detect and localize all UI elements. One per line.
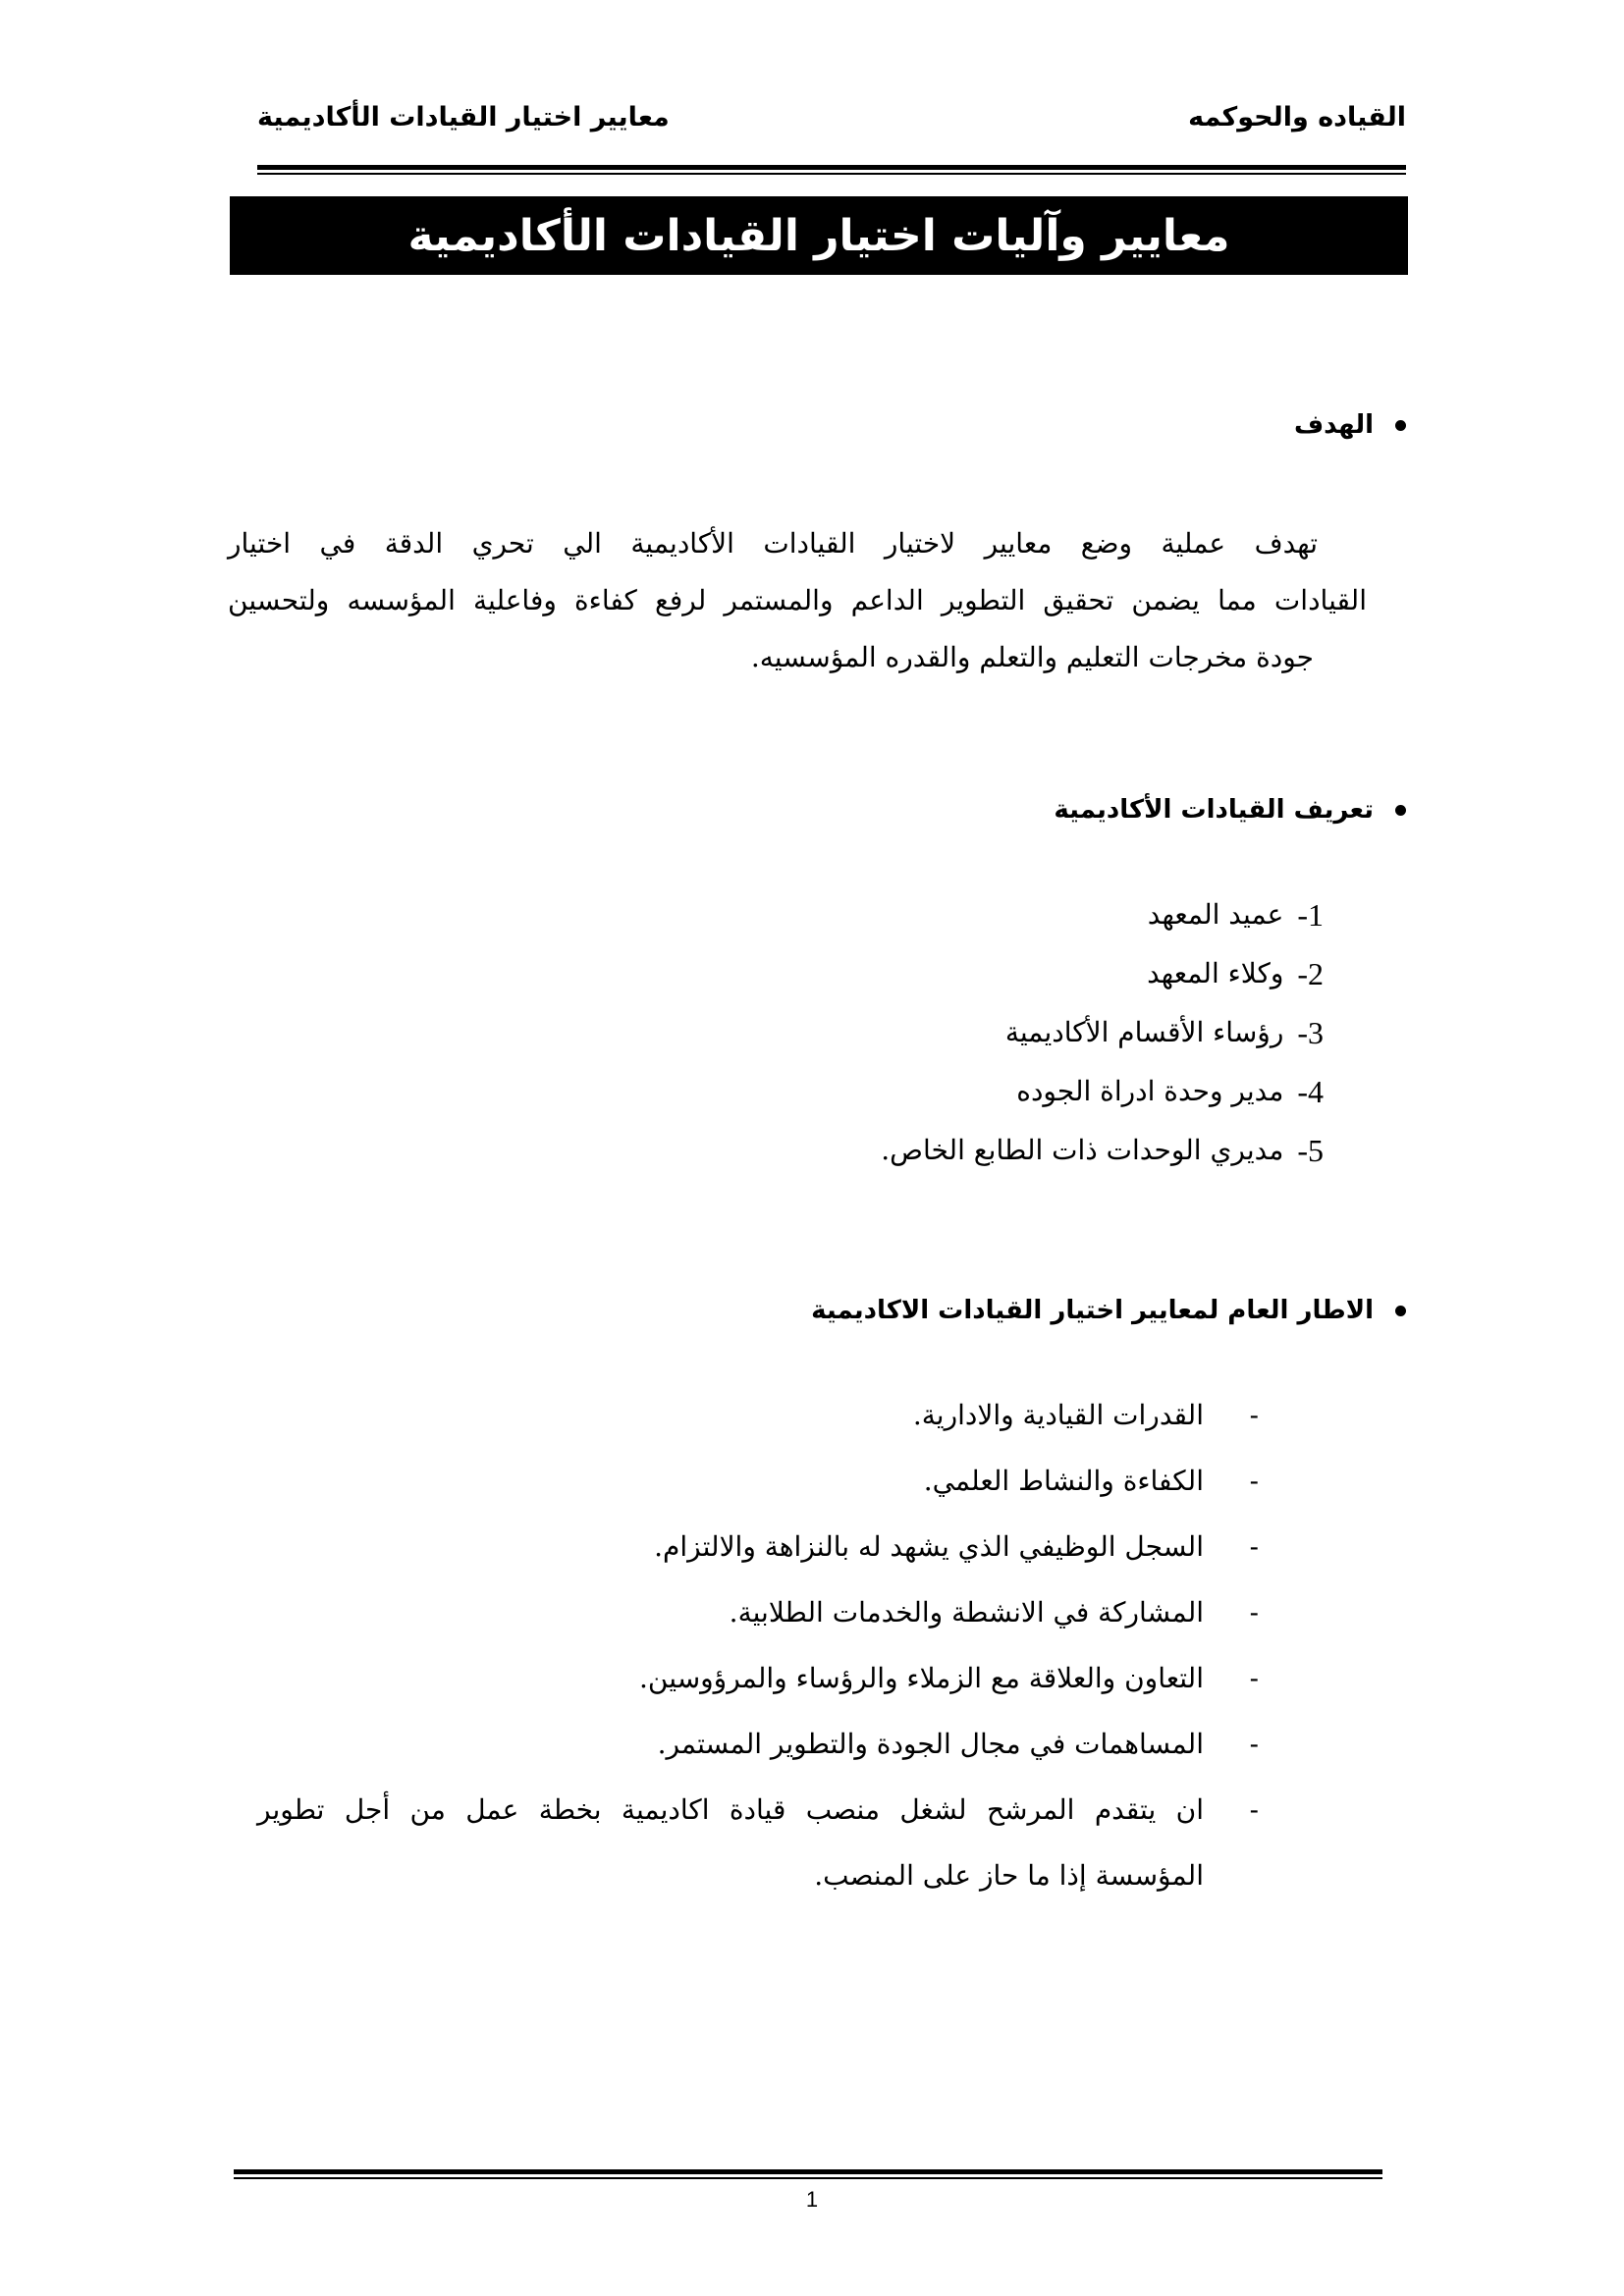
item-text: مديري الوحدات ذات الطابع الخاص.: [881, 1134, 1284, 1166]
item-text: المساهمات في مجال الجودة والتطوير المستمر.: [657, 1728, 1204, 1760]
definition-heading-text: تعريف القيادات الأكاديمية: [1054, 795, 1374, 825]
framework-heading: [811, 1296, 1406, 1325]
list-item: [202, 1711, 1259, 1777]
framework-heading-text: الاطار العام لمعايير اختيار القيادات الاكاديمية: [811, 1296, 1374, 1325]
item-number: -2: [1297, 956, 1324, 991]
item-text-line: ان يتقدم المرشح لشغل منصب قيادة اكاديمية بخطة عمل من أجل تطوير: [257, 1793, 1204, 1826]
header-document-title: معايير اختيار القيادات الأكاديمية: [257, 102, 670, 133]
dash-marker: -: [1249, 1794, 1259, 1825]
leaders-list: [881, 885, 1324, 1180]
goal-line: القيادات مما يضمن تحقيق التطوير الداعم والمستمر لرفع كفاءة وفاعلية المؤسسه ولتحسين: [228, 584, 1367, 616]
footer-rule: [234, 2169, 1382, 2179]
goal-heading-text: الهدف: [1293, 410, 1374, 440]
dash-marker: -: [1249, 1663, 1259, 1693]
dash-marker: -: [1249, 1466, 1259, 1496]
item-number: -5: [1297, 1133, 1324, 1168]
goal-line: تهدف عملية وضع معايير لاختيار القيادات الأكاديمية الي تحري الدقة في اختيار: [228, 527, 1318, 560]
item-number: -3: [1297, 1015, 1324, 1050]
item-text: التعاون والعلاقة مع الزملاء والرؤساء والمرؤوسين.: [639, 1662, 1204, 1694]
goal-paragraph: [228, 515, 1367, 686]
list-item: [202, 1382, 1259, 1448]
bullet-icon: [1395, 805, 1406, 816]
running-header: [257, 102, 1406, 143]
criteria-list: [202, 1382, 1259, 1908]
item-text: الكفاءة والنشاط العلمي.: [923, 1465, 1204, 1497]
goal-line: جودة مخرجات التعليم والتعلم والقدره المؤسسيه.: [750, 641, 1314, 673]
page-title: معايير وآليات اختيار القيادات الأكاديمية: [407, 210, 1230, 261]
bullet-icon: [1395, 1306, 1406, 1316]
item-text: وكلاء المعهد: [1147, 957, 1284, 989]
bullet-icon: [1395, 420, 1406, 431]
dash-marker: -: [1249, 1531, 1259, 1562]
list-item: [202, 1645, 1259, 1711]
list-item: [202, 1448, 1259, 1514]
title-banner: [230, 196, 1408, 275]
item-text: عميد المعهد: [1147, 898, 1284, 931]
item-text: القدرات القيادية والادارية.: [912, 1399, 1204, 1431]
page-number: 1: [805, 2187, 819, 2212]
header-rule: [257, 165, 1406, 175]
goal-heading: [1294, 410, 1406, 440]
item-text: رؤساء الأقسام الأكاديمية: [1004, 1016, 1284, 1048]
definition-heading: [1054, 795, 1406, 825]
list-item: [202, 1514, 1259, 1579]
item-number: -4: [1297, 1074, 1324, 1109]
item-text-line: المؤسسة إذا ما حاز على المنصب.: [814, 1859, 1204, 1892]
list-item: [881, 1121, 1324, 1180]
dash-marker: -: [1249, 1597, 1259, 1628]
list-item: [202, 1579, 1259, 1645]
dash-marker: -: [1249, 1729, 1259, 1759]
list-item: [881, 1003, 1324, 1062]
list-item: [881, 885, 1324, 944]
item-number: -1: [1297, 897, 1324, 933]
list-item: [202, 1777, 1259, 1908]
header-section-title: القياده والحوكمه: [1188, 102, 1406, 133]
item-text: المشاركة في الانشطة والخدمات الطلابية.: [729, 1596, 1204, 1629]
dash-marker: -: [1249, 1400, 1259, 1430]
item-text: مدير وحدة ادراة الجوده: [1016, 1075, 1284, 1107]
list-item: [881, 944, 1324, 1003]
list-item: [881, 1062, 1324, 1121]
item-text: السجل الوظيفي الذي يشهد له بالنزاهة والالتزام.: [654, 1530, 1204, 1563]
